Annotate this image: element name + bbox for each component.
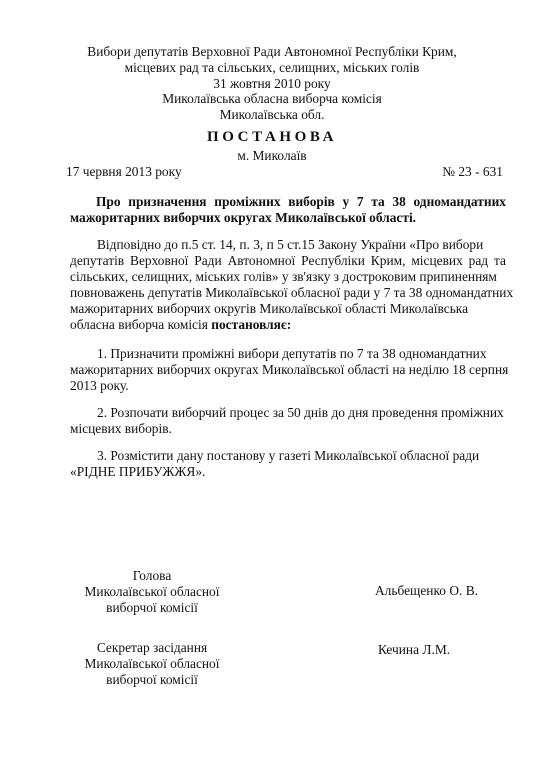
header-line: місцевих рад та сільських, селищних, міських голів [124, 59, 420, 75]
header-line: Миколаївська обласна виборча комісія [162, 91, 382, 107]
resolution-item-1 [70, 346, 509, 394]
role-line: виборчої комісії [106, 672, 198, 687]
intro-line: Відповідно до п.5 ст. 14, п. 3, п 5 ст.15 Закону України «Про вибори [97, 237, 484, 252]
election-header [0, 44, 544, 123]
document-title: ПОСТАНОВА [206, 129, 338, 145]
intro-last-text: обласна виборча комісія [70, 317, 208, 332]
document-number: № 23 - 631 [442, 164, 503, 179]
resolution-item-2 [70, 405, 506, 437]
document-date: 17 червня 2013 року [66, 164, 182, 179]
signature-role-chairman [82, 568, 222, 616]
header-line: Вибори депутатів Верховної Ради Автономної Республіки Крим, [87, 44, 457, 59]
subject-line: мажоритарних виборчих округах Миколаївської області. [70, 210, 417, 225]
header-line: Миколаївська обл. [219, 107, 325, 123]
intro-line-last [70, 317, 506, 333]
item-line: мажоритарних виборчих округах Миколаївської області на неділю 18 серпня [70, 362, 509, 377]
intro-line: повноважень депутатів Миколаївської обласної ради у 7 та 38 одномандатних [70, 285, 514, 300]
intro-emphasis: постановляє: [211, 317, 292, 332]
signature-name-secretary: Кечина Л.М. [378, 642, 451, 657]
intro-line: сільських, селищних, міських голів» у зв'язку з достроковим припиненням [70, 269, 497, 284]
intro-line: мажоритарних виборчих округів Миколаївської області Миколаївська [70, 301, 469, 316]
document-city: м. Миколаїв [237, 148, 307, 163]
item-line: «РІДНЕ ПРИБУЖЖЯ». [70, 464, 206, 479]
signature-name-chairman: Альбещенко О. В. [375, 583, 478, 598]
intro-paragraph [70, 237, 514, 333]
item-line: 2. Розпочати виборчий процес за 50 днів до дня проведення проміжних [97, 405, 504, 420]
role-line: Миколаївської обласної [84, 656, 220, 671]
subject-line: Про призначення проміжних виборів у 7 та 38 одномандатних [96, 194, 506, 209]
role-line: Миколаївської обласної [84, 584, 220, 599]
item-line: місцевих виборів. [70, 421, 172, 436]
item-line: 2013 року. [70, 378, 129, 393]
role-line: виборчої комісії [106, 600, 198, 615]
signature-role-secretary [82, 640, 222, 688]
item-line: 3. Розмістити дану постанову у газеті Миколаївської обласної ради [97, 448, 480, 463]
resolution-item-3 [70, 448, 506, 480]
role-line: Секретар засідання [96, 640, 208, 655]
intro-line: депутатів Верховної Ради Автономної Республіки Крим, місцевих рад та [70, 253, 506, 268]
item-line: 1. Призначити проміжні вибори депутатів по 7 та 38 одномандатних [97, 346, 487, 361]
document-subject [70, 194, 506, 226]
header-line: 31 жовтня 2010 року [213, 75, 331, 91]
role-line: Голова [132, 568, 172, 583]
